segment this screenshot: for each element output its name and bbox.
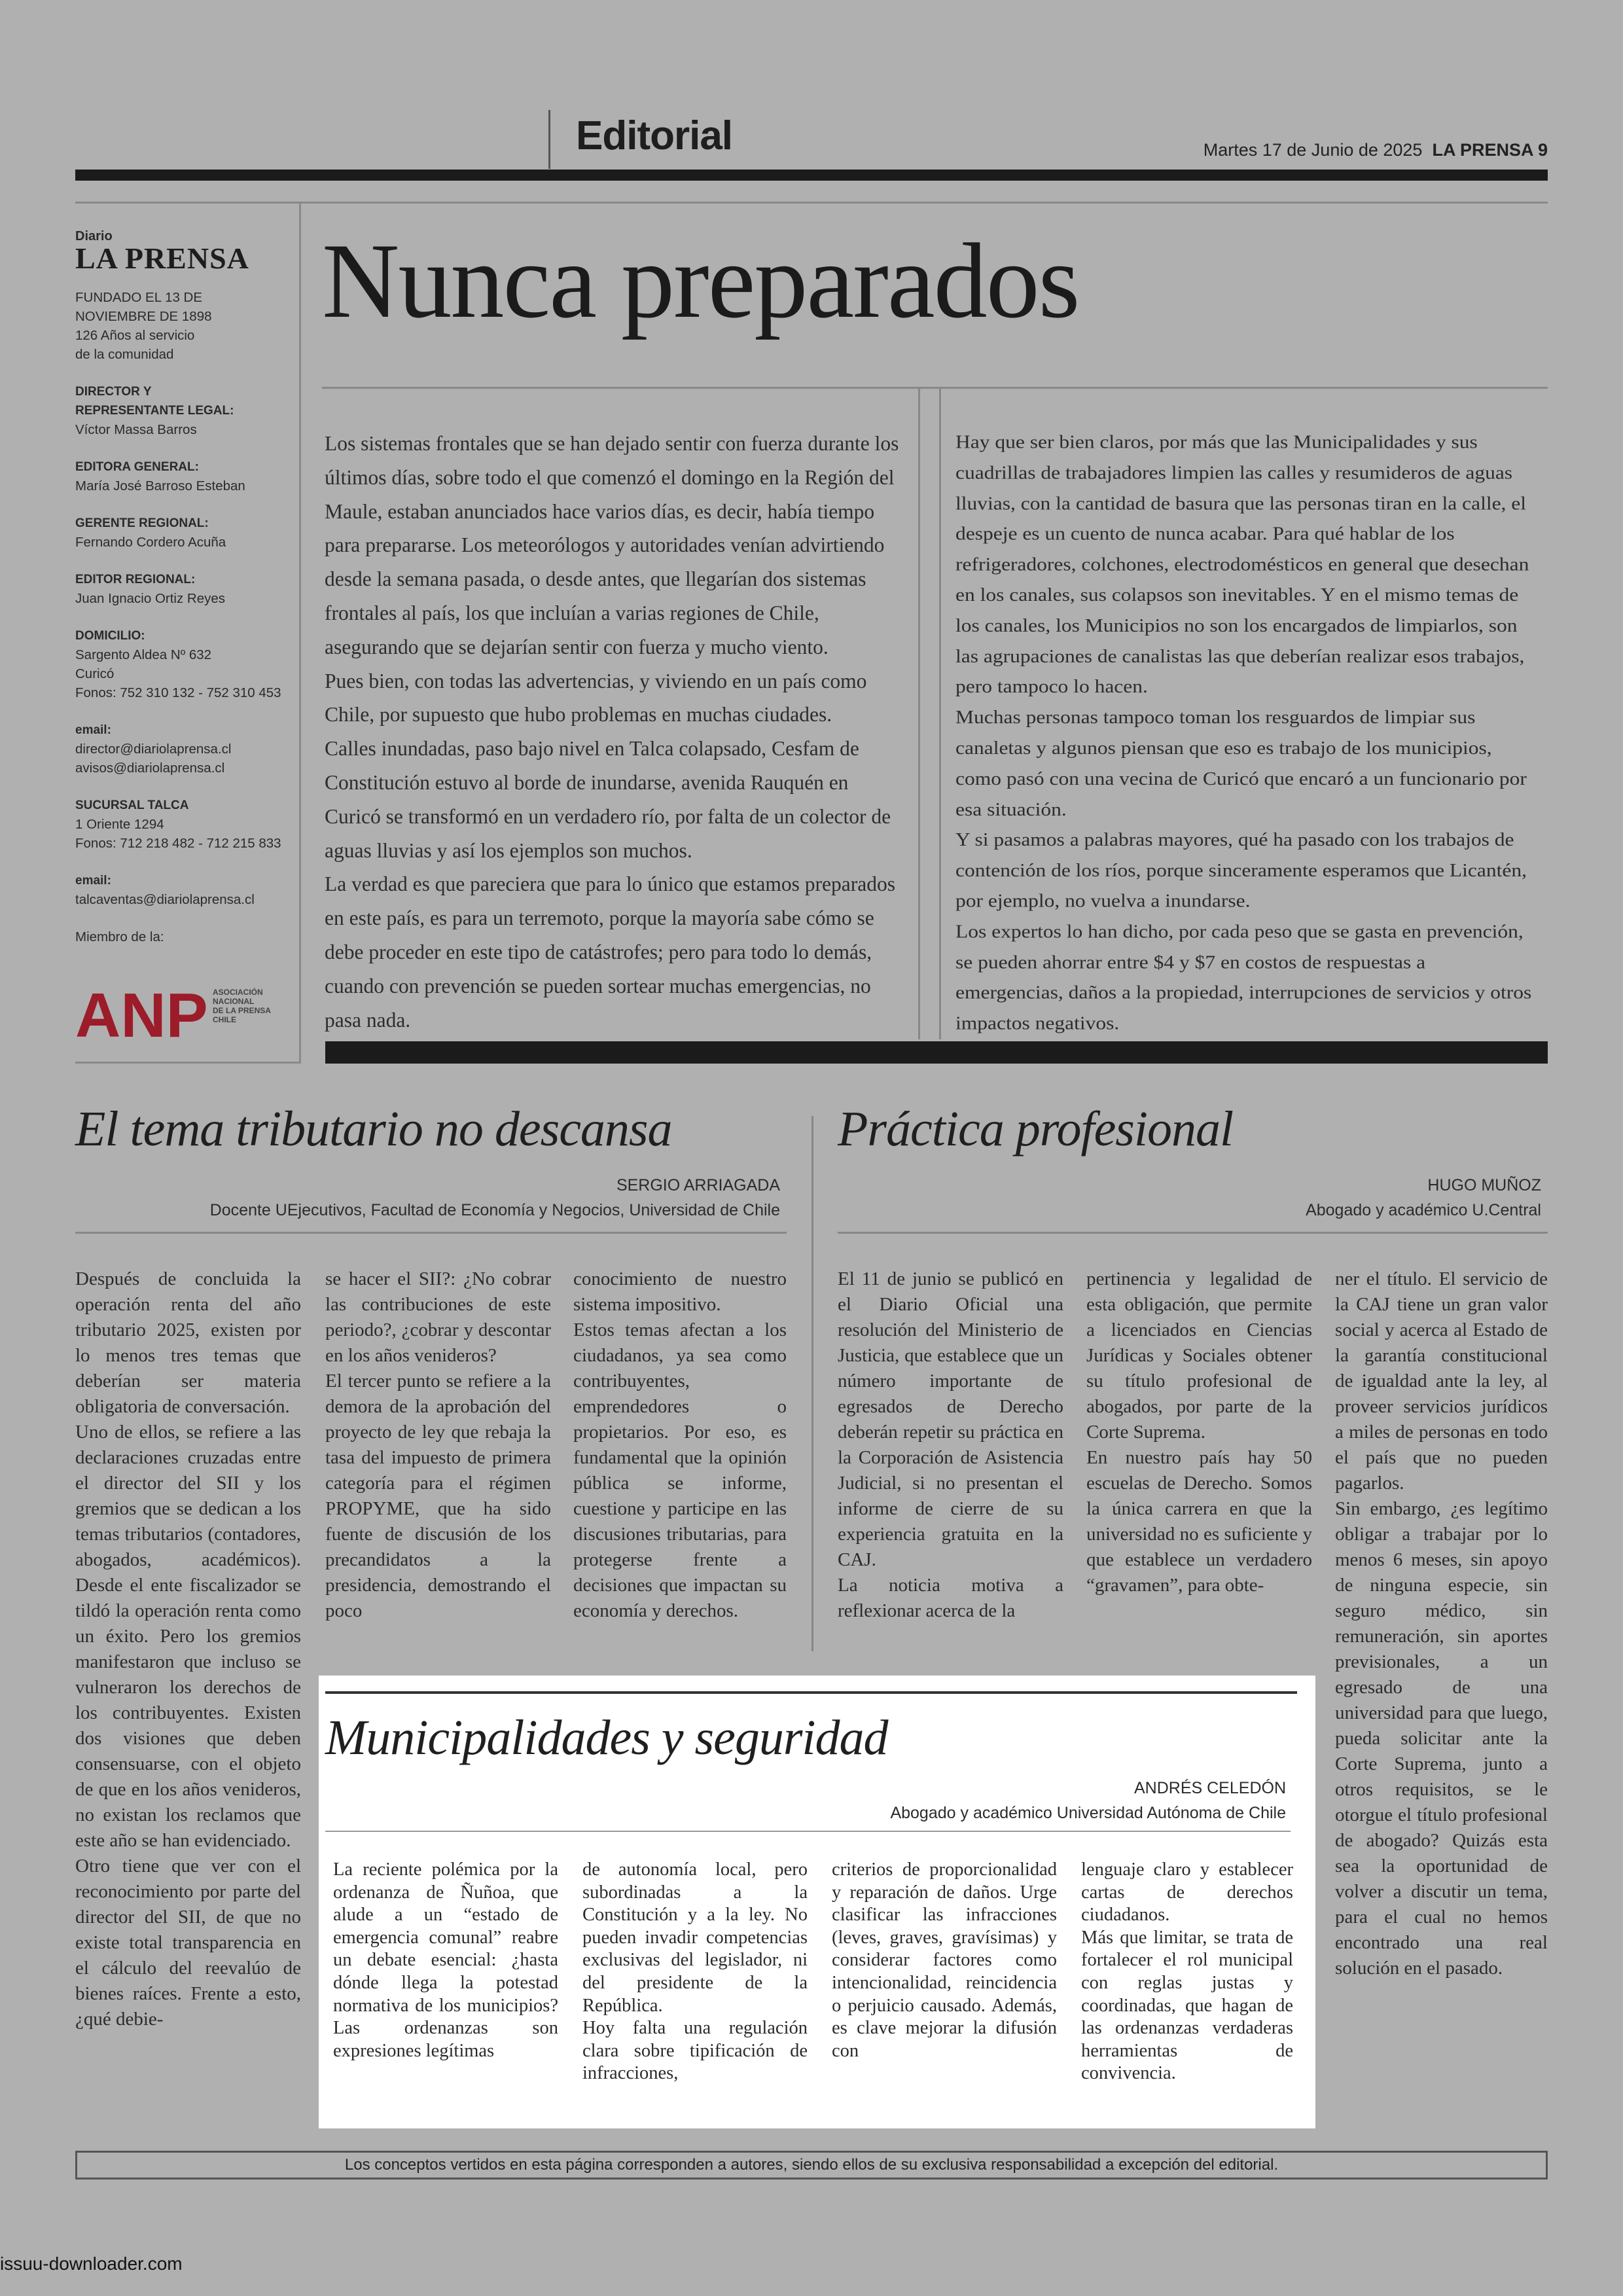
editor-name: Juan Ignacio Ortiz Reyes: [75, 591, 226, 606]
email2-block: [75, 871, 285, 909]
editorial-paragraph: Los expertos lo han dicho, por cada peso que se gasta en prevención, se pueden ahorrar entre $4 y $7 en costos de respuestas a emergencias, daños a la propiedad, interrupciones de servicios y otros impactos negativos.: [955, 921, 1532, 1034]
anp-sub-line: NACIONAL: [213, 997, 255, 1006]
director-label: REPRESENTANTE LEGAL:: [75, 404, 234, 418]
op3-top-rule: [325, 1691, 1297, 1694]
editorial-bottom-bar: [325, 1041, 1548, 1064]
op2-author: HUGO MUÑOZ: [1427, 1176, 1541, 1194]
op2-paragraph: En nuestro país hay 50 escuelas de Derecho. Somos la única carrera en que la universidad no es suficiente y que establece un verdadero “gravamen”, para obte-: [1086, 1447, 1312, 1596]
editor-label: EDITOR REGIONAL:: [75, 573, 196, 586]
op3-paragraph: de autonomía local, pero subordinadas a la Constitución y a la ley. No pueden invadir competencias exclusivas del legislador, ni del presidente de la República.: [582, 1859, 808, 2016]
editora-block: [75, 457, 285, 495]
op3-paragraph: La reciente polémica por la ordenanza de Ñuñoa, que alude a un “estado de emergencia comunal” reabre un debate esencial: ¿hasta dónde llega la potestad normativa de los municipios? Las ordenanzas son expresiones legítimas: [333, 1859, 558, 2061]
op1-paragraph: Estos temas afectan a los ciudadanos, ya sea como contribuyentes, emprendedores o propietarios. Por eso, es fundamental que la opinión pública se informe, cuestione y participe en las discusiones tributarias, para protegerse frente a decisiones que impactan su economía y derechos.: [573, 1319, 787, 1621]
op2-rule: [838, 1232, 1548, 1234]
founded-block: [75, 288, 285, 364]
op3-affiliation: Abogado y académico Universidad Autónoma de Chile: [890, 1804, 1286, 1822]
op2-paragraph: Sin embargo, ¿es legítimo obligar a trabajar por lo menos 6 meses, sin apoyo de ninguna especie, sin seguro médico, sin remuneración, sin aportes previsionales, a un egresado de una universidad para que luego, pueda solicitar ante la Corte Suprema, junto a otros requisitos, se le otorgue el título profesional de abogado? Quizás esta sea la oportunidad de volver a discutir un tema, para el cual no hemos encontrado una real solución en el pasado.: [1335, 1498, 1548, 1979]
op3-column-2: [582, 1859, 808, 2085]
op1-byline: [75, 1173, 780, 1223]
op3-column-1: [333, 1859, 558, 2062]
op2-paragraph: ner el título. El servicio de la CAJ tiene un gran valor social y acerca al Estado de la garantía constitucional de igualdad ante la ley, al proveer servicios jurídicos a miles de personas en todo el país que no pueden pagarlos.: [1335, 1268, 1548, 1494]
sidebar-rule: [299, 203, 301, 1064]
op1-paragraph: se hacer el SII?: ¿No cobrar las contribuciones de este periodo?, ¿cobrar y descontar en los años venideros?: [325, 1268, 551, 1366]
op3-byline: [325, 1776, 1286, 1825]
masthead-diario: Diario: [75, 229, 113, 243]
header-thin-rule: [75, 202, 1548, 204]
op1-column-1: [75, 1266, 301, 2032]
anp-logo: [75, 982, 278, 1042]
editora-label: EDITORA GENERAL:: [75, 460, 199, 474]
sucursal-line: 1 Oriente 1294: [75, 817, 164, 832]
founded-line: NOVIEMBRE DE 1898: [75, 309, 212, 324]
op1-column-2: [325, 1266, 551, 1624]
sucursal-line: Fonos: 712 218 482 - 712 215 833: [75, 836, 281, 851]
editorial-rule: [322, 387, 1548, 389]
header-divider: [548, 110, 550, 169]
op3-column-3: [832, 1859, 1057, 2062]
editorial-paragraph: Pues bien, con todas las advertencias, y viviendo en un país como Chile, por supuesto que hubo problemas en muchas ciudades.: [325, 669, 867, 726]
opinion-divider: [812, 1116, 813, 1651]
op1-paragraph: Después de concluida la operación renta del año tributario 2025, existen por lo menos tres temas que deberían ser materia obligatoria de conversación.: [75, 1268, 301, 1417]
op3-author: ANDRÉS CELEDÓN: [1134, 1779, 1286, 1797]
section-title: Editorial: [576, 113, 733, 158]
editorial-paragraph: Calles inundadas, paso bajo nivel en Talca colapsado, Cesfam de Constitución estuvo al borde de inundarse, avenida Rauquén en Curicó se transformó en un verdadero río, por falta de un colector de aguas lluvias y así los ejemplos son muchos.: [325, 737, 891, 862]
editorial-paragraph: Hay que ser bien claros, por más que las Municipalidades y sus cuadrillas de trabajadores limpien las calles y resumideros de aguas lluvias, con la cantidad de basura que las personas tiran en la calle, el despeje es un cuento de nunca acabar. Para qué hablar de los refrigeradores, colchones, electrodomésticos en general que desechan en los canales, sus colapsos son inevitables. Y en el mismo temas de los canales, los Municipios no son los encargados de limpiarlos, son las agrupaciones de canalistas las que deberían realizar esos trabajos, pero tampoco lo hacen.: [955, 431, 1529, 697]
op2-paragraph: La noticia motiva a reflexionar acerca de la: [838, 1575, 1063, 1621]
domicilio-line: Curicó: [75, 666, 115, 681]
op3-paragraph: Más que limitar, se trata de fortalecer el rol municipal con reglas justas y coordinadas, que hagan de las ordenanzas verdaderas herramientas de convivencia.: [1081, 1927, 1293, 2084]
watermark: issuu-downloader.com: [0, 2253, 183, 2274]
sucursal-block: [75, 796, 285, 853]
masthead-sidebar: [75, 229, 285, 946]
op1-column-3: [573, 1266, 787, 1624]
op2-paragraph: El 11 de junio se publicó en el Diario Oficial una resolución del Ministerio de Justicia, que establece que un número importante de egresados de Derecho deberán repetir su práctica en la Corporación de Asistencia Judicial, si no presentan el informe de cierre de su experiencia gratuita en la CAJ.: [838, 1268, 1063, 1570]
domicilio-block: [75, 626, 285, 702]
page-number: LA PRENSA 9: [1432, 140, 1548, 160]
founded-line: 126 Años al servicio: [75, 328, 195, 343]
op3-rule: [325, 1831, 1291, 1832]
editorial-paragraph: Muchas personas tampoco toman los resguardos de limpiar sus canaletas y algunos piensan que eso es trabajo de los municipios, como pasó con una vecina de Curicó que encaró a un funcionario por esa situación.: [955, 706, 1527, 819]
op1-paragraph: conocimiento de nuestro sistema impositivo.: [573, 1268, 787, 1315]
anp-sub-line: DE LA PRENSA: [213, 1006, 271, 1015]
email-block: [75, 721, 285, 778]
date-line: [1204, 140, 1548, 160]
email-label: email:: [75, 723, 111, 737]
email-address: avisos@diariolaprensa.cl: [75, 761, 225, 776]
op2-paragraph: pertinencia y legalidad de esta obligación, que permite a licenciados en Ciencias Jurídicas y Sociales obtener su título profesional de abogados, por parte de la Corte Suprema.: [1086, 1268, 1312, 1443]
header-thick-rule: [75, 170, 1548, 181]
editorial-paragraph: Los sistemas frontales que se han dejado sentir con fuerza durante los últimos días, sobre todo el que comenzó el domingo en la Región del Maule, estaban anunciados hace varios días, es decir, había tiempo para prepararse. Los meteorólogos y autoridades venían advirtiendo desde la semana pasada, o desde antes, que llegarían dos sistemas frontales al país, los que incluían a varias regiones de Chile, asegurando que se dejarían sentir con fuerza y mucho viento.: [325, 432, 899, 658]
editorial-column-1: [325, 427, 907, 1037]
gerente-label: GERENTE REGIONAL:: [75, 516, 209, 530]
gerente-name: Fernando Cordero Acuña: [75, 535, 226, 550]
op1-paragraph: El tercer punto se refiere a la demora de la aprobación del proyecto de ley que rebaja la tasa del impuesto de primera categoría para el régimen PROPYME, que ha sido fuente de discusión de los precandidatos a la presidencia, demostrando el poco: [325, 1371, 551, 1621]
gerente-block: [75, 514, 285, 552]
sidebar-bottom-rule: [75, 1062, 301, 1064]
op3-title: Municipalidades y seguridad: [325, 1710, 888, 1765]
op1-title: El tema tributario no descansa: [75, 1102, 672, 1157]
op1-paragraph: Uno de ellos, se refiere a las declaraciones cruzadas entre el director del SII y los gremios que se dedican a los temas tributarios (contadores, abogados, académicos). Desde el ente fiscalizador se tildó la operación renta como un éxito. Pero los gremios manifestaron que incluso se vulneraron los derechos de los contribuyentes. Existen dos visiones que deben consensuarse, con el objeto de que en los años venideros, no existan los reclamos que este año se han evidenciado.: [75, 1422, 301, 1851]
email-label: email:: [75, 874, 111, 888]
op1-paragraph: Otro tiene que ver con el reconocimiento por parte del director del SII, de que no existe total transparencia en el cálculo del reevalúo de bienes raíces. Frente a esto, ¿qué debie-: [75, 1856, 301, 2030]
op2-affiliation: Abogado y académico U.Central: [1306, 1201, 1541, 1219]
editorial-column-rule: [918, 388, 920, 1039]
director-block: [75, 382, 285, 439]
issue-date: Martes 17 de Junio de 2025: [1203, 140, 1423, 160]
op2-column-2: [1086, 1266, 1312, 1598]
editorial-column-2: [955, 427, 1538, 1039]
disclaimer-footer: Los conceptos vertidos en esta página corresponden a autores, siendo ellos de su exclusiva responsabilidad a excepción del editorial.: [75, 2151, 1548, 2179]
email-address: director@diariolaprensa.cl: [75, 742, 232, 757]
director-label: DIRECTOR Y: [75, 385, 152, 399]
op2-column-3: [1335, 1266, 1548, 1981]
anp-sub-line: ASOCIACIÓN: [213, 988, 263, 997]
editorial-paragraph: La verdad es que pareciera que para lo único que estamos preparados en este país, es para un terremoto, porque la mayoría sabe cómo se debe proceder en este tipo de catástrofes; pero para todo lo demás, cuando con prevención se pueden sortear muchas emergencias, no pasa nada.: [325, 872, 895, 1031]
op3-paragraph: lenguaje claro y establecer cartas de derechos ciudadanos.: [1081, 1859, 1293, 1926]
member-label: Miembro de la:: [75, 929, 164, 944]
director-name: Víctor Massa Barros: [75, 422, 197, 437]
op1-author: SERGIO ARRIAGADA: [616, 1176, 780, 1194]
masthead-logo: LA PRENSA: [75, 242, 249, 275]
domicilio-line: Sargento Aldea Nº 632: [75, 647, 212, 662]
email-address: talcaventas@diariolaprensa.cl: [75, 892, 255, 907]
op3-paragraph: criterios de proporcionalidad y reparación de daños. Urge clasificar las infracciones (leves, graves, gravísimas) y considerar factores como intencionalidad, reincidencia o perjuicio causado. Además, es clave mejorar la difusión con: [832, 1859, 1057, 2061]
anp-logo-text: ANP: [75, 982, 208, 1042]
founded-line: FUNDADO EL 13 DE: [75, 290, 203, 305]
editorial-column-rule: [939, 388, 941, 1039]
editora-name: María José Barroso Esteban: [75, 478, 245, 493]
editorial-title: Nunca preparados: [322, 222, 1079, 340]
op2-title: Práctica profesional: [838, 1102, 1234, 1157]
domicilio-line: Fonos: 752 310 132 - 752 310 453: [75, 685, 281, 700]
editorial-paragraph: Y si pasamos a palabras mayores, qué ha pasado con los trabajos de contención de los ríos, porque sinceramente esperamos que Licantén, por ejemplo, no vuelva a inundarse.: [955, 829, 1527, 912]
anp-sub-line: CHILE: [213, 1015, 236, 1024]
op3-column-4: [1081, 1859, 1293, 2085]
op2-column-1: [838, 1266, 1063, 1624]
editor-block: [75, 570, 285, 608]
sucursal-label: SUCURSAL TALCA: [75, 798, 189, 812]
op2-byline: [838, 1173, 1541, 1223]
domicilio-label: DOMICILIO:: [75, 629, 145, 643]
founded-line: de la comunidad: [75, 347, 174, 362]
op1-affiliation: Docente UEjecutivos, Facultad de Economía y Negocios, Universidad de Chile: [209, 1201, 780, 1219]
op1-rule: [75, 1232, 787, 1234]
op3-paragraph: Hoy falta una regulación clara sobre tipificación de infracciones,: [582, 2018, 808, 2084]
